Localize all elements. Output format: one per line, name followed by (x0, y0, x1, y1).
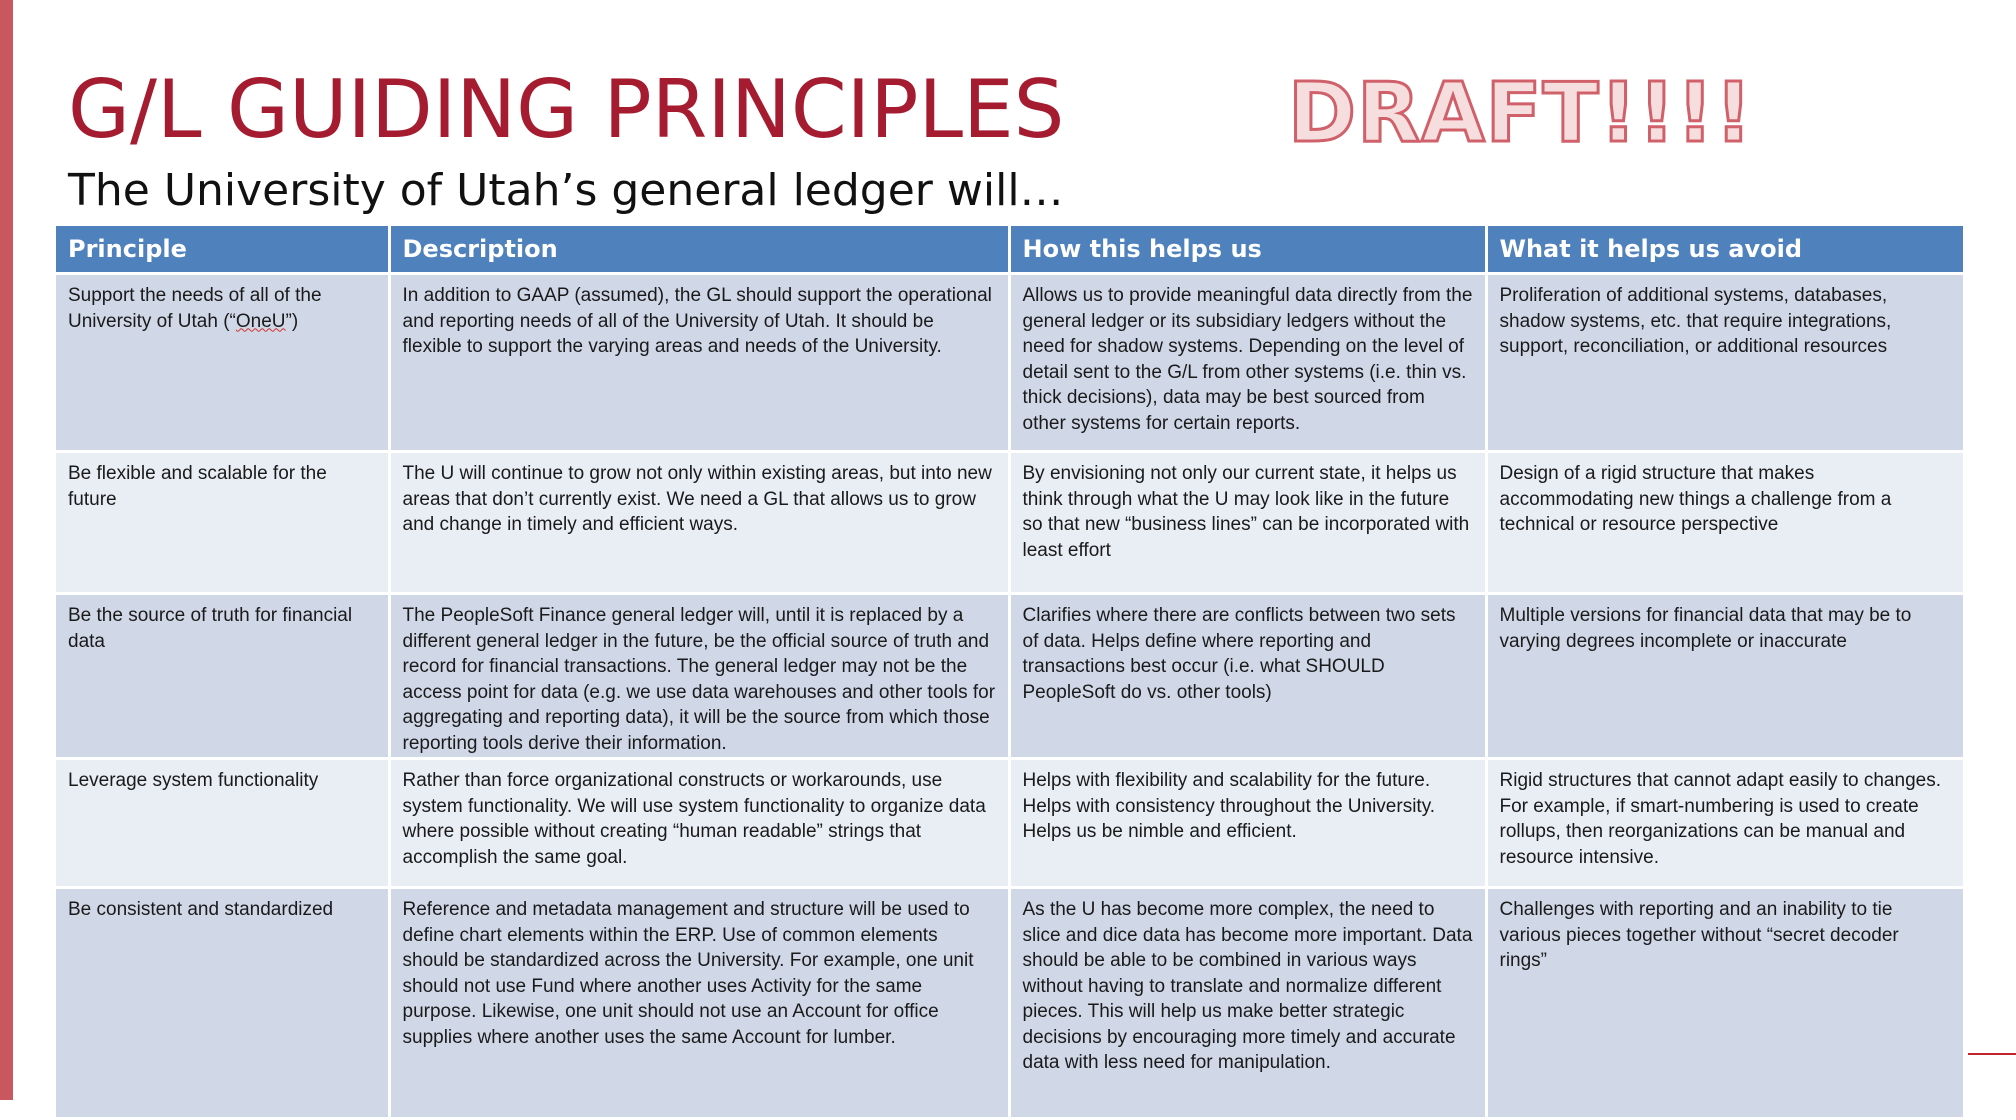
principle-cell: Leverage system functionality (56, 759, 389, 888)
table-row (56, 594, 1964, 759)
table-row (56, 452, 1964, 594)
accent-bar (0, 0, 13, 1100)
principle-text: Support the needs of all of the University of Utah (“ (68, 285, 322, 332)
table-header-row (56, 226, 1964, 274)
description-cell: The PeopleSoft Finance general ledger will, until it is replaced by a different general ledger in the future, be the official source of truth and record for financial transactions. The general ledger may not be the access point for data (e.g. we use data warehouses and other tools for aggregating and reporting data), it will be the source from which those reporting tools derive their information. (389, 594, 1009, 759)
header-how-this-helps: How this helps us (1009, 226, 1486, 274)
principles-table (56, 226, 1966, 1120)
principle-cell: Be consistent and standardized (56, 888, 389, 1119)
principle-cell: Be flexible and scalable for the future (56, 452, 389, 594)
description-cell: Reference and metadata management and structure will be used to define chart elements within the ERP. Use of common elements should be standardized across the University. For example, one unit should not use Fund where another uses Activity for the same purpose. Likewise, one unit should not use an Account for office supplies where another uses the same Account for lumber. (389, 888, 1009, 1119)
helps-cell: By envisioning not only our current state, it helps us think through what the U may look like in the future so that new “business lines” can be incorporated with least effort (1009, 452, 1486, 594)
principle-cell (56, 274, 389, 452)
table-row (56, 274, 1964, 452)
slide-corner-line (1968, 1053, 2016, 1055)
principle-cell: Be the source of truth for financial data (56, 594, 389, 759)
principle-text-end: ”) (285, 310, 299, 332)
spellcheck-flagged-word: OneU (235, 310, 286, 332)
helps-cell: Clarifies where there are conflicts between two sets of data. Helps define where reporting and transactions best occur (i.e. what SHOULD PeopleSoft do vs. other tools) (1009, 594, 1486, 759)
description-cell: In addition to GAAP (assumed), the GL should support the operational and reporting needs of all of the University of Utah. It should be flexible to support the varying areas and needs of the University. (389, 274, 1009, 452)
helps-cell: Helps with flexibility and scalability for the future. Helps with consistency throughout the University. Helps us be nimble and efficient. (1009, 759, 1486, 888)
avoid-cell: Rigid structures that cannot adapt easily to changes. For example, if smart-numbering is used to create rollups, then reorganizations can be manual and resource intensive. (1486, 759, 1964, 888)
avoid-cell: Multiple versions for financial data that may be to varying degrees incomplete or inaccurate (1486, 594, 1964, 759)
header-principle: Principle (56, 226, 389, 274)
description-cell: Rather than force organizational constructs or workarounds, use system functionality. We will use system functionality to organize data where possible without creating “human readable” strings that accomplish the same goal. (389, 759, 1009, 888)
avoid-cell: Design of a rigid structure that makes accommodating new things a challenge from a technical or resource perspective (1486, 452, 1964, 594)
description-cell: The U will continue to grow not only within existing areas, but into new areas that don’t currently exist. We need a GL that allows us to grow and change in timely and efficient ways. (389, 452, 1009, 594)
avoid-cell: Proliferation of additional systems, databases, shadow systems, etc. that require integrations, support, reconciliation, or additional resources (1486, 274, 1964, 452)
slide-title: G/L GUIDING PRINCIPLES (68, 63, 1065, 156)
slide-subtitle: The University of Utah’s general ledger will… (68, 165, 1064, 216)
header-what-it-avoids: What it helps us avoid (1486, 226, 1964, 274)
table-row (56, 888, 1964, 1119)
header-description: Description (389, 226, 1009, 274)
helps-cell: As the U has become more complex, the need to slice and dice data has become more important. Data should be able to be combined in various ways without having to translate and normalize different pieces. This will help us make better strategic decisions by encouraging more timely and accurate data with less need for manipulation. (1009, 888, 1486, 1119)
table-row (56, 759, 1964, 888)
avoid-cell: Challenges with reporting and an inability to tie various pieces together without “secret decoder rings” (1486, 888, 1964, 1119)
helps-cell: Allows us to provide meaningful data directly from the general ledger or its subsidiary ledgers without the need for shadow systems. Depending on the level of detail sent to the G/L from other systems (i.e. thin vs. thick decisions), data may be best sourced from other systems for certain reports. (1009, 274, 1486, 452)
draft-watermark: DRAFT!!!! (1288, 66, 1754, 161)
